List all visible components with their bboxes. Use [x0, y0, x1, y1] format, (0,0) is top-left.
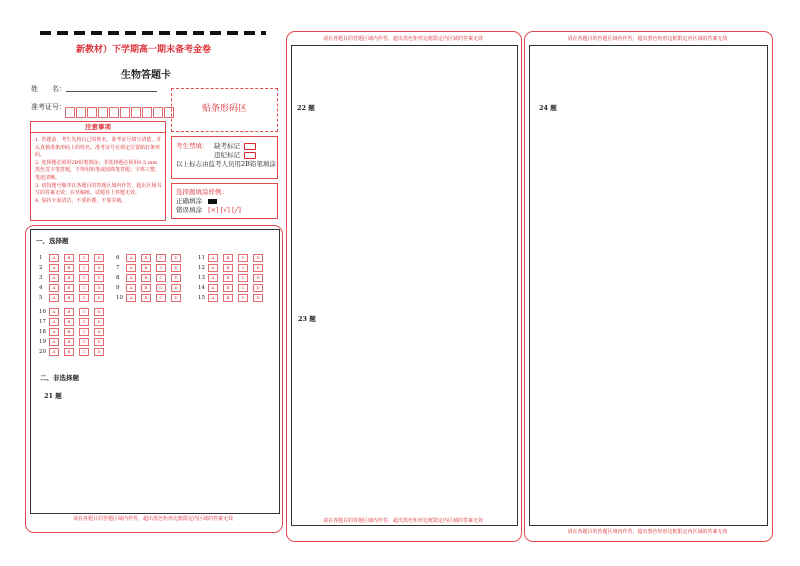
mc-question-row	[116, 262, 186, 272]
mc-question-number: 4	[39, 284, 43, 291]
mc-option-bubble[interactable]: B	[64, 338, 74, 346]
mc-option-bubble[interactable]: A	[208, 274, 218, 282]
violation-mark-box[interactable]	[244, 152, 256, 159]
correct-fill-label: 正确填涂	[176, 197, 202, 205]
q22-label: 22 题	[297, 104, 315, 112]
mc-question-number: 18	[39, 328, 46, 335]
mc-question-number: 1	[39, 254, 43, 261]
mc-option-bubble[interactable]: A	[208, 294, 218, 302]
mc-option-bubble[interactable]: C	[156, 254, 166, 262]
absence-title: 考生禁填：	[176, 142, 209, 150]
mc-option-bubble[interactable]: D	[94, 254, 104, 262]
mc-question-row	[39, 306, 109, 316]
mc-option-bubble[interactable]: C	[79, 338, 89, 346]
top-dash-bar	[40, 31, 266, 35]
mc-column-1	[39, 252, 109, 302]
mc-option-bubble[interactable]: C	[79, 274, 89, 282]
mc-question-row	[198, 272, 268, 282]
mc-option-bubble[interactable]: C	[238, 294, 248, 302]
mc-option-bubble[interactable]: A	[208, 284, 218, 292]
mc-option-bubble[interactable]: D	[171, 284, 181, 292]
mc-option-bubble[interactable]: D	[94, 338, 104, 346]
mc-option-bubble[interactable]: C	[79, 318, 89, 326]
mc-option-bubble[interactable]: C	[238, 264, 248, 272]
mc-question-row	[39, 252, 109, 262]
wrong-fill-label: 错误填涂	[176, 206, 202, 214]
mc-option-bubble[interactable]: A	[126, 254, 136, 262]
mc-option-bubble[interactable]: A	[49, 264, 59, 272]
missing-label: 缺考标记	[214, 142, 240, 150]
mc-option-bubble[interactable]: D	[94, 284, 104, 292]
notice-item-4: 4. 保持卡面清洁，不要折叠，不要弄破。	[35, 197, 127, 204]
mc-option-bubble[interactable]: A	[49, 338, 59, 346]
mc-option-bubble[interactable]: A	[49, 308, 59, 316]
mc-question-row	[116, 282, 186, 292]
mc-option-bubble[interactable]: B	[64, 254, 74, 262]
middle-top-hint: 请在各题目的答题区域内作答，超出黑色矩形边框限定内区域的答案无效	[322, 36, 483, 42]
mc-option-bubble[interactable]: D	[253, 284, 263, 292]
mc-option-bubble[interactable]: D	[171, 264, 181, 272]
right-bottom-hint: 请在各题目的答题区域内作答，超出黑色矩形边框限定内区域的答案无效	[567, 529, 728, 535]
exam-title: 新教材）下学期高一期末备考金卷	[76, 45, 212, 55]
mc-option-bubble[interactable]: C	[238, 284, 248, 292]
mc-option-bubble[interactable]: D	[171, 274, 181, 282]
mc-option-bubble[interactable]: C	[156, 264, 166, 272]
mc-question-number: 15	[198, 294, 205, 301]
notice-box	[30, 121, 166, 221]
mc-question-number: 17	[39, 318, 46, 325]
mc-question-number: 9	[116, 284, 120, 291]
mc-column-2	[116, 252, 186, 302]
mc-option-bubble[interactable]: A	[49, 284, 59, 292]
correct-fill-sample	[208, 199, 217, 204]
mc-question-row	[198, 262, 268, 272]
id-number-boxes[interactable]	[65, 103, 175, 122]
mc-option-bubble[interactable]: D	[94, 264, 104, 272]
mc-option-bubble[interactable]: A	[126, 274, 136, 282]
mc-option-bubble[interactable]: C	[156, 294, 166, 302]
mc-option-bubble[interactable]: C	[238, 274, 248, 282]
mc-option-bubble[interactable]: D	[94, 328, 104, 336]
absence-note: 以上标志由监考人员用2B铅笔填涂	[176, 160, 276, 168]
mc-option-bubble[interactable]: B	[223, 284, 233, 292]
right-top-hint: 请在各题目的答题区域内作答，超出黑色矩形边框限定内区域的答案无效	[567, 36, 728, 42]
mc-question-number: 10	[116, 294, 123, 301]
mc-option-bubble[interactable]: B	[223, 264, 233, 272]
mc-option-bubble[interactable]: B	[64, 274, 74, 282]
mc-question-number: 6	[116, 254, 120, 261]
mc-question-number: 13	[198, 274, 205, 281]
mc-question-number: 12	[198, 264, 205, 271]
mc-question-row	[116, 272, 186, 282]
mc-option-bubble[interactable]: A	[49, 318, 59, 326]
mc-option-bubble[interactable]: B	[64, 318, 74, 326]
mc-option-bubble[interactable]: D	[94, 294, 104, 302]
mc-option-bubble[interactable]: D	[94, 274, 104, 282]
mc-option-bubble[interactable]: D	[94, 308, 104, 316]
mc-question-row	[39, 262, 109, 272]
mc-option-bubble[interactable]: A	[49, 254, 59, 262]
mc-option-bubble[interactable]: A	[208, 264, 218, 272]
mc-question-row	[198, 282, 268, 292]
mc-option-bubble[interactable]: B	[141, 254, 151, 262]
mc-option-bubble[interactable]: C	[79, 308, 89, 316]
id-label: 准考证号：	[31, 103, 66, 111]
right-answer-area[interactable]	[529, 45, 768, 526]
sheet-title: 生物答题卡	[121, 70, 171, 81]
mc-option-bubble[interactable]: B	[141, 284, 151, 292]
mc-question-number: 16	[39, 308, 46, 315]
mc-question-row	[116, 252, 186, 262]
mc-question-row	[39, 326, 109, 336]
mc-option-bubble[interactable]: D	[253, 254, 263, 262]
mc-option-bubble[interactable]: A	[49, 348, 59, 356]
mc-option-bubble[interactable]: C	[238, 254, 248, 262]
mc-option-bubble[interactable]: B	[141, 264, 151, 272]
mc-option-bubble[interactable]: B	[64, 348, 74, 356]
mc-question-number: 14	[198, 284, 205, 291]
wrong-fill-samples: [×] [√] [╱]	[208, 206, 241, 214]
notice-title: 注意事项	[31, 122, 165, 133]
mc-option-bubble[interactable]: C	[156, 284, 166, 292]
mc-option-bubble[interactable]: B	[64, 328, 74, 336]
mc-option-bubble[interactable]: A	[208, 254, 218, 262]
mc-question-number: 20	[39, 348, 46, 355]
mc-question-row	[39, 336, 109, 346]
q23-label: 23 题	[298, 315, 316, 323]
q21-label: 21 题	[44, 392, 62, 400]
notice-item-1: 1. 答题前，考生先将自己的姓名、准考证号填写清楚，并认真核准条形码上的姓名、准考证号在规定位置贴好条形码。	[35, 137, 162, 159]
mc-option-bubble[interactable]: A	[126, 294, 136, 302]
mc-option-bubble[interactable]: A	[126, 264, 136, 272]
missing-mark-box[interactable]	[244, 143, 256, 150]
barcode-area	[171, 88, 278, 132]
mc-option-bubble[interactable]: D	[171, 254, 181, 262]
mc-option-bubble[interactable]: B	[141, 274, 151, 282]
mc-question-row	[39, 316, 109, 326]
mc-question-number: 8	[116, 274, 120, 281]
mc-option-bubble[interactable]: D	[171, 294, 181, 302]
mc-option-bubble[interactable]: B	[64, 284, 74, 292]
mc-question-row	[39, 282, 109, 292]
mc-section-title: 一、选择题	[36, 237, 69, 245]
mc-question-number: 7	[116, 264, 120, 271]
notice-item-3: 3. 请按题号顺序在各题目的答题区域内作答，超出区域书写的答案无效；在草稿纸、试题卷上答题无效。	[35, 182, 162, 197]
name-label: 姓 名：	[31, 85, 66, 93]
mc-option-bubble[interactable]: A	[126, 284, 136, 292]
mc-question-row	[39, 292, 109, 302]
left-area-hint: 请在各题目的答题区域内作答，超出黑色矩形边框限定内区域的答案无效	[72, 516, 233, 522]
mc-option-bubble[interactable]: C	[79, 348, 89, 356]
mc-option-bubble[interactable]: C	[156, 274, 166, 282]
violation-label: 违纪标记	[214, 151, 240, 159]
fill-example-title: 选择题填涂样例：	[176, 188, 228, 196]
mc-option-bubble[interactable]: D	[94, 318, 104, 326]
mc-option-bubble[interactable]: C	[79, 294, 89, 302]
mc-option-bubble[interactable]: D	[253, 274, 263, 282]
mc-question-number: 11	[198, 254, 205, 261]
mc-option-bubble[interactable]: B	[223, 294, 233, 302]
notice-item-2: 2. 选择题必须用2B铅笔填涂；非选择题必须用0.5 mm黑色签字笔答题，不得用铅笔或圆珠笔答题；字体工整、笔迹清晰。	[35, 159, 161, 181]
mc-option-bubble[interactable]: C	[79, 254, 89, 262]
mc-option-bubble[interactable]: B	[64, 294, 74, 302]
fill-example-box	[171, 183, 278, 219]
mc-column-4	[39, 306, 109, 356]
mc-option-bubble[interactable]: D	[253, 264, 263, 272]
mc-question-number: 5	[39, 294, 43, 301]
mc-question-row	[116, 292, 186, 302]
mc-question-row	[198, 292, 268, 302]
mc-option-bubble[interactable]: B	[141, 294, 151, 302]
mc-option-bubble[interactable]: C	[79, 284, 89, 292]
mc-option-bubble[interactable]: B	[223, 254, 233, 262]
middle-bottom-hint: 请在各题目的答题区域内作答，超出黑色矩形边框限定内区域的答案无效	[322, 518, 483, 524]
free-section-title: 二、非选择题	[40, 374, 79, 382]
mc-option-bubble[interactable]: D	[94, 348, 104, 356]
mc-column-3	[198, 252, 268, 302]
middle-answer-area[interactable]	[291, 45, 518, 526]
q24-label: 24 题	[539, 104, 557, 112]
mc-option-bubble[interactable]: B	[223, 274, 233, 282]
mc-question-number: 2	[39, 264, 43, 271]
mc-option-bubble[interactable]: C	[79, 264, 89, 272]
barcode-label: 贴条形码区	[201, 104, 247, 114]
mc-question-number: 19	[39, 338, 46, 345]
mc-option-bubble[interactable]: D	[253, 294, 263, 302]
mc-option-bubble[interactable]: B	[64, 308, 74, 316]
mc-option-bubble[interactable]: C	[79, 328, 89, 336]
mc-question-row	[39, 346, 109, 356]
mc-question-row	[198, 252, 268, 262]
mc-question-row	[39, 272, 109, 282]
name-field[interactable]	[66, 91, 157, 92]
mc-option-bubble[interactable]: B	[64, 264, 74, 272]
mc-option-bubble[interactable]: A	[49, 274, 59, 282]
mc-option-bubble[interactable]: A	[49, 328, 59, 336]
mc-question-number: 3	[39, 274, 43, 281]
mc-option-bubble[interactable]: A	[49, 294, 59, 302]
absence-box	[171, 136, 278, 179]
